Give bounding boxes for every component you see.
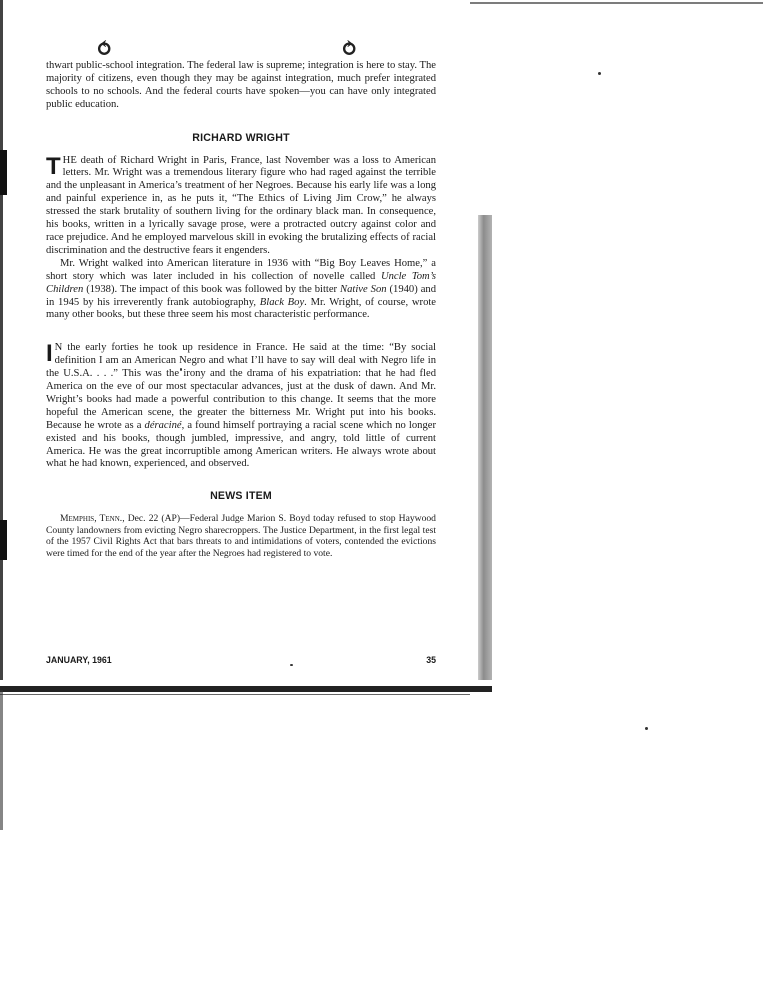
wright-p2-text: (1940) and in 1945 by his irreverently frank autobiography, xyxy=(46,283,436,308)
scan-speck xyxy=(645,727,648,730)
book-title: Black Boy xyxy=(259,296,305,308)
scan-artifact-left-blot xyxy=(0,150,7,195)
drop-cap: T xyxy=(46,152,61,180)
news-item-paragraph xyxy=(46,513,436,559)
scan-artifact-bottom-rule xyxy=(0,686,492,692)
wright-p2-text: Mr. Wright walked into American literature in 1936 with “Big Boy Leaves Home,” a short story which was later included in his collection of novelle called xyxy=(46,257,436,282)
footer-issue-date: JANUARY, 1961 xyxy=(46,655,112,665)
ornament-left-icon: ⥀ xyxy=(95,36,114,61)
scan-artifact-left-blot xyxy=(0,520,7,560)
news-item-text: , Dec. 22 (AP)—Federal Judge Marion S. Boyd today refused to stop Haywood County landowners from evicting Negro sharecroppers. The Justice Department, in the first legal test of the 1957 Civil Rights Act that bars threats to and intimidations of voters, contended the evictions were timed for the end of the year after the Negroes had registered to vote. xyxy=(46,513,436,560)
scan-artifact-right-strip xyxy=(478,215,492,680)
wright-paragraph-1 xyxy=(46,152,436,258)
wright-p1-text: HE death of Richard Wright in Paris, France, last November was a loss to American letters. Mr. Wright was a tremendous literary figure who had raged against the terrible and the unpleasant in America’s treatment of her Negroes. Because his early life was a long and painful experience in, as he puts it, “The Ethics of Living Jim Crow,” he always stressed the stark brutality of southern living for the ordinary black man. In consequence, his books, written in a lyrically savage prose, were a protracted outcry against color and race prejudice. And he employed marvelous skill in evoking the brutalizing effects of racial discrimination and the destructive fears it engenders. xyxy=(46,154,436,256)
ornament-right-icon: ⥁ xyxy=(340,36,359,61)
wright-p3-text: N the early forties he took up residence in France. He said at the time: “By social definition I am an American Negro and what I’ll have to say will deal with Negro life in the U.S.A. . . .” This was the irony and the drama of his expatriation: that he had fled America on the eve of our most spectacular advances, just at the dusk of dawn. And Mr. Wright’s books had made a powerful contribution to this change. It seems that the more hopeful the American scene, the greater the bitterness Mr. Wright put into his books. Because he wrote as a xyxy=(46,342,436,431)
section-heading-news-item: NEWS ITEM xyxy=(210,490,272,503)
wright-p3-text: , a found himself portraying a racial scene which no longer existed and his books, though jumbled, impressive, and angry, told little of current America. He was the great incorruptible among American writers. He always wrote about what he had known, experienced, and observed. xyxy=(46,419,436,470)
news-dateline: Memphis, Tenn. xyxy=(60,513,123,525)
book-title: Uncle Tom’s Children xyxy=(46,270,436,295)
page-content xyxy=(46,60,436,560)
section-heading-richard-wright: RICHARD WRIGHT xyxy=(192,131,290,144)
scan-artifact-top-line xyxy=(470,2,763,4)
scan-artifact-left-lower-edge xyxy=(0,690,3,830)
wright-paragraph-3 xyxy=(46,342,436,471)
wright-p2-text: . Mr. Wright, of course, wrote many other books, but these three seem his most characteristic performance. xyxy=(46,296,437,321)
book-title: Native Son xyxy=(340,283,387,295)
intro-paragraph xyxy=(46,60,436,112)
scan-speck xyxy=(290,664,293,666)
wright-p2-text: (1938). The impact of this book was followed by the bitter xyxy=(83,283,341,295)
italic-word: déraciné xyxy=(144,419,182,431)
scan-artifact-bottom-rule-thin xyxy=(0,694,470,695)
scan-artifact-left-edge xyxy=(0,0,3,680)
scan-speck xyxy=(598,72,601,75)
drop-cap: I xyxy=(46,340,53,368)
intro-text: thwart public-school integration. The federal law is supreme; integration is here to stay. The majority of citizens, even though they may be against integration, much prefer integrated schools to no schools. And the federal courts have spoken—you can have only integrated public education. xyxy=(46,60,436,110)
wright-paragraph-2 xyxy=(46,258,436,323)
footer-page-number: 35 xyxy=(426,655,436,665)
